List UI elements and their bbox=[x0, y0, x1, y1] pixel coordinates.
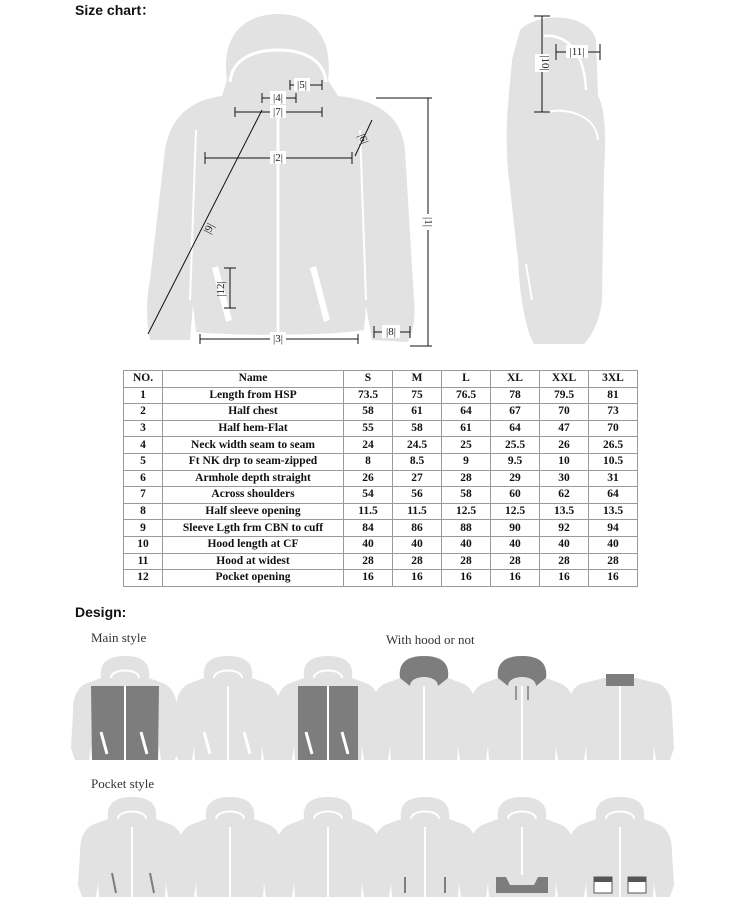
table-cell: 70 bbox=[589, 420, 638, 437]
table-cell: 54 bbox=[344, 487, 393, 504]
measure-label-7: |7| bbox=[273, 106, 283, 118]
measure-label-5: |5| bbox=[297, 79, 307, 91]
table-cell: 11 bbox=[124, 553, 163, 570]
table-cell: 28 bbox=[442, 553, 491, 570]
table-cell: 62 bbox=[540, 487, 589, 504]
table-header: NO. bbox=[124, 371, 163, 388]
table-row bbox=[124, 470, 638, 487]
table-cell: 28 bbox=[393, 553, 442, 570]
table-cell: Armhole depth straight bbox=[163, 470, 344, 487]
table-cell: 60 bbox=[491, 487, 540, 504]
table-cell: 47 bbox=[540, 420, 589, 437]
table-cell: 13.5 bbox=[589, 503, 638, 520]
design-contrast-body bbox=[71, 656, 179, 760]
table-row bbox=[124, 536, 638, 553]
table-cell: 16 bbox=[540, 570, 589, 587]
size-table bbox=[123, 370, 638, 587]
table-cell: 64 bbox=[442, 404, 491, 421]
table-cell: 27 bbox=[393, 470, 442, 487]
table-header: L bbox=[442, 371, 491, 388]
table-cell: Sleeve Lgth frm CBN to cuff bbox=[163, 520, 344, 537]
table-cell: 16 bbox=[393, 570, 442, 587]
size-chart-heading: Size chart： bbox=[75, 2, 156, 18]
table-cell: 12.5 bbox=[491, 503, 540, 520]
pocket-patch-vertical bbox=[274, 797, 382, 897]
table-cell: 58 bbox=[393, 420, 442, 437]
table-cell: 64 bbox=[589, 487, 638, 504]
table-header: S bbox=[344, 371, 393, 388]
table-cell: 10 bbox=[540, 453, 589, 470]
design-contrast-body-alt bbox=[274, 656, 382, 760]
table-cell: 28 bbox=[540, 553, 589, 570]
table-cell: Pocket opening bbox=[163, 570, 344, 587]
table-cell: 2 bbox=[124, 404, 163, 421]
table-cell: 70 bbox=[540, 404, 589, 421]
pocket-slant-slit bbox=[176, 797, 284, 897]
table-cell: 76.5 bbox=[442, 387, 491, 404]
table-cell: 24.5 bbox=[393, 437, 442, 454]
measure-label-3: |3| bbox=[273, 333, 283, 345]
table-cell: Half sleeve opening bbox=[163, 503, 344, 520]
table-cell: 86 bbox=[393, 520, 442, 537]
table-cell: 25.5 bbox=[491, 437, 540, 454]
table-cell: Half chest bbox=[163, 404, 344, 421]
table-cell: 1 bbox=[124, 387, 163, 404]
pocket-none bbox=[78, 797, 186, 897]
pocket-style-label: Pocket style bbox=[91, 776, 155, 791]
hood-style-label: With hood or not bbox=[386, 632, 475, 647]
table-cell: 40 bbox=[491, 536, 540, 553]
table-cell: Neck width seam to seam bbox=[163, 437, 344, 454]
table-cell: 64 bbox=[491, 420, 540, 437]
table-cell: 88 bbox=[442, 520, 491, 537]
main-style-label: Main style bbox=[91, 630, 147, 645]
table-cell: 26.5 bbox=[589, 437, 638, 454]
table-cell: 73.5 bbox=[344, 387, 393, 404]
table-cell: 16 bbox=[442, 570, 491, 587]
measure-label-6: |6| bbox=[355, 132, 371, 146]
table-cell: 75 bbox=[393, 387, 442, 404]
measure-label-9: |9| bbox=[201, 221, 217, 236]
pocket-flap-patch bbox=[566, 797, 674, 897]
table-cell: 40 bbox=[344, 536, 393, 553]
pocket-straight-slit bbox=[371, 797, 479, 897]
measure-label-11: |11| bbox=[569, 46, 585, 58]
table-cell: 90 bbox=[491, 520, 540, 537]
table-row bbox=[124, 570, 638, 587]
table-cell: 3 bbox=[124, 420, 163, 437]
table-cell: 40 bbox=[393, 536, 442, 553]
design-collar-no-hood bbox=[566, 674, 674, 760]
table-row bbox=[124, 420, 638, 437]
table-cell: 9 bbox=[124, 520, 163, 537]
table-cell: 28 bbox=[344, 553, 393, 570]
table-cell: 40 bbox=[442, 536, 491, 553]
table-cell: 78 bbox=[491, 387, 540, 404]
table-header: M bbox=[393, 371, 442, 388]
table-cell: 8.5 bbox=[393, 453, 442, 470]
table-cell: 40 bbox=[540, 536, 589, 553]
table-cell: 84 bbox=[344, 520, 393, 537]
table-cell: 61 bbox=[442, 420, 491, 437]
table-cell: 30 bbox=[540, 470, 589, 487]
table-row bbox=[124, 453, 638, 470]
table-cell: 4 bbox=[124, 437, 163, 454]
table-cell: 11.5 bbox=[344, 503, 393, 520]
table-cell: 12 bbox=[124, 570, 163, 587]
jacket-front-drawing bbox=[147, 14, 415, 342]
table-cell: 7 bbox=[124, 487, 163, 504]
table-cell: 79.5 bbox=[540, 387, 589, 404]
design-heading: Design: bbox=[75, 604, 127, 620]
table-cell: 55 bbox=[344, 420, 393, 437]
table-cell: 67 bbox=[491, 404, 540, 421]
table-row bbox=[124, 487, 638, 504]
main-style-thumbnails bbox=[0, 650, 750, 765]
table-cell: 28 bbox=[491, 553, 540, 570]
table-cell: 8 bbox=[344, 453, 393, 470]
design-dark-hood-drawstring bbox=[468, 656, 576, 760]
table-header: XL bbox=[491, 371, 540, 388]
table-cell: 8 bbox=[124, 503, 163, 520]
table-cell: 94 bbox=[589, 520, 638, 537]
jacket-side-drawing bbox=[507, 17, 605, 344]
table-cell: 9.5 bbox=[491, 453, 540, 470]
table-cell: 16 bbox=[589, 570, 638, 587]
table-cell: 16 bbox=[491, 570, 540, 587]
table-cell: Hood at widest bbox=[163, 553, 344, 570]
table-header: Name bbox=[163, 371, 344, 388]
measure-label-4: |4| bbox=[273, 92, 283, 104]
measure-label-8: |8| bbox=[386, 326, 396, 338]
table-cell: 28 bbox=[442, 470, 491, 487]
table-cell: 13.5 bbox=[540, 503, 589, 520]
table-row bbox=[124, 387, 638, 404]
table-header: XXL bbox=[540, 371, 589, 388]
table-cell: 12.5 bbox=[442, 503, 491, 520]
table-cell: 9 bbox=[442, 453, 491, 470]
table-cell: 56 bbox=[393, 487, 442, 504]
table-row bbox=[124, 437, 638, 454]
table-cell: 58 bbox=[344, 404, 393, 421]
table-cell: 10 bbox=[124, 536, 163, 553]
measure-label-10: |10| bbox=[539, 55, 551, 71]
table-cell: 61 bbox=[393, 404, 442, 421]
table-cell: 26 bbox=[540, 437, 589, 454]
table-row bbox=[124, 503, 638, 520]
table-cell: Hood length at CF bbox=[163, 536, 344, 553]
table-cell: 81 bbox=[589, 387, 638, 404]
design-dark-hood bbox=[370, 656, 478, 760]
table-cell: 6 bbox=[124, 470, 163, 487]
table-cell: 26 bbox=[344, 470, 393, 487]
table-cell: 31 bbox=[589, 470, 638, 487]
table-cell: 24 bbox=[344, 437, 393, 454]
measure-label-1: |1| bbox=[422, 217, 434, 227]
measure-label-2: |2| bbox=[273, 152, 283, 164]
size-chart-diagram bbox=[0, 0, 750, 360]
pocket-kangaroo bbox=[468, 797, 576, 897]
table-cell: 92 bbox=[540, 520, 589, 537]
table-cell: 16 bbox=[344, 570, 393, 587]
table-cell: 73 bbox=[589, 404, 638, 421]
design-plain bbox=[174, 656, 282, 760]
pocket-style-thumbnails bbox=[0, 795, 750, 897]
table-cell: 40 bbox=[589, 536, 638, 553]
table-cell: 5 bbox=[124, 453, 163, 470]
table-header-row bbox=[124, 371, 638, 388]
table-cell: Ft NK drp to seam-zipped bbox=[163, 453, 344, 470]
table-cell: 28 bbox=[589, 553, 638, 570]
table-cell: Across shoulders bbox=[163, 487, 344, 504]
table-cell: 58 bbox=[442, 487, 491, 504]
table-row bbox=[124, 553, 638, 570]
table-row bbox=[124, 520, 638, 537]
table-row bbox=[124, 404, 638, 421]
table-cell: Half hem-Flat bbox=[163, 420, 344, 437]
table-cell: Length from HSP bbox=[163, 387, 344, 404]
table-cell: 25 bbox=[442, 437, 491, 454]
table-cell: 10.5 bbox=[589, 453, 638, 470]
table-cell: 11.5 bbox=[393, 503, 442, 520]
table-cell: 29 bbox=[491, 470, 540, 487]
table-header: 3XL bbox=[589, 371, 638, 388]
measure-label-12: |12| bbox=[215, 281, 227, 297]
